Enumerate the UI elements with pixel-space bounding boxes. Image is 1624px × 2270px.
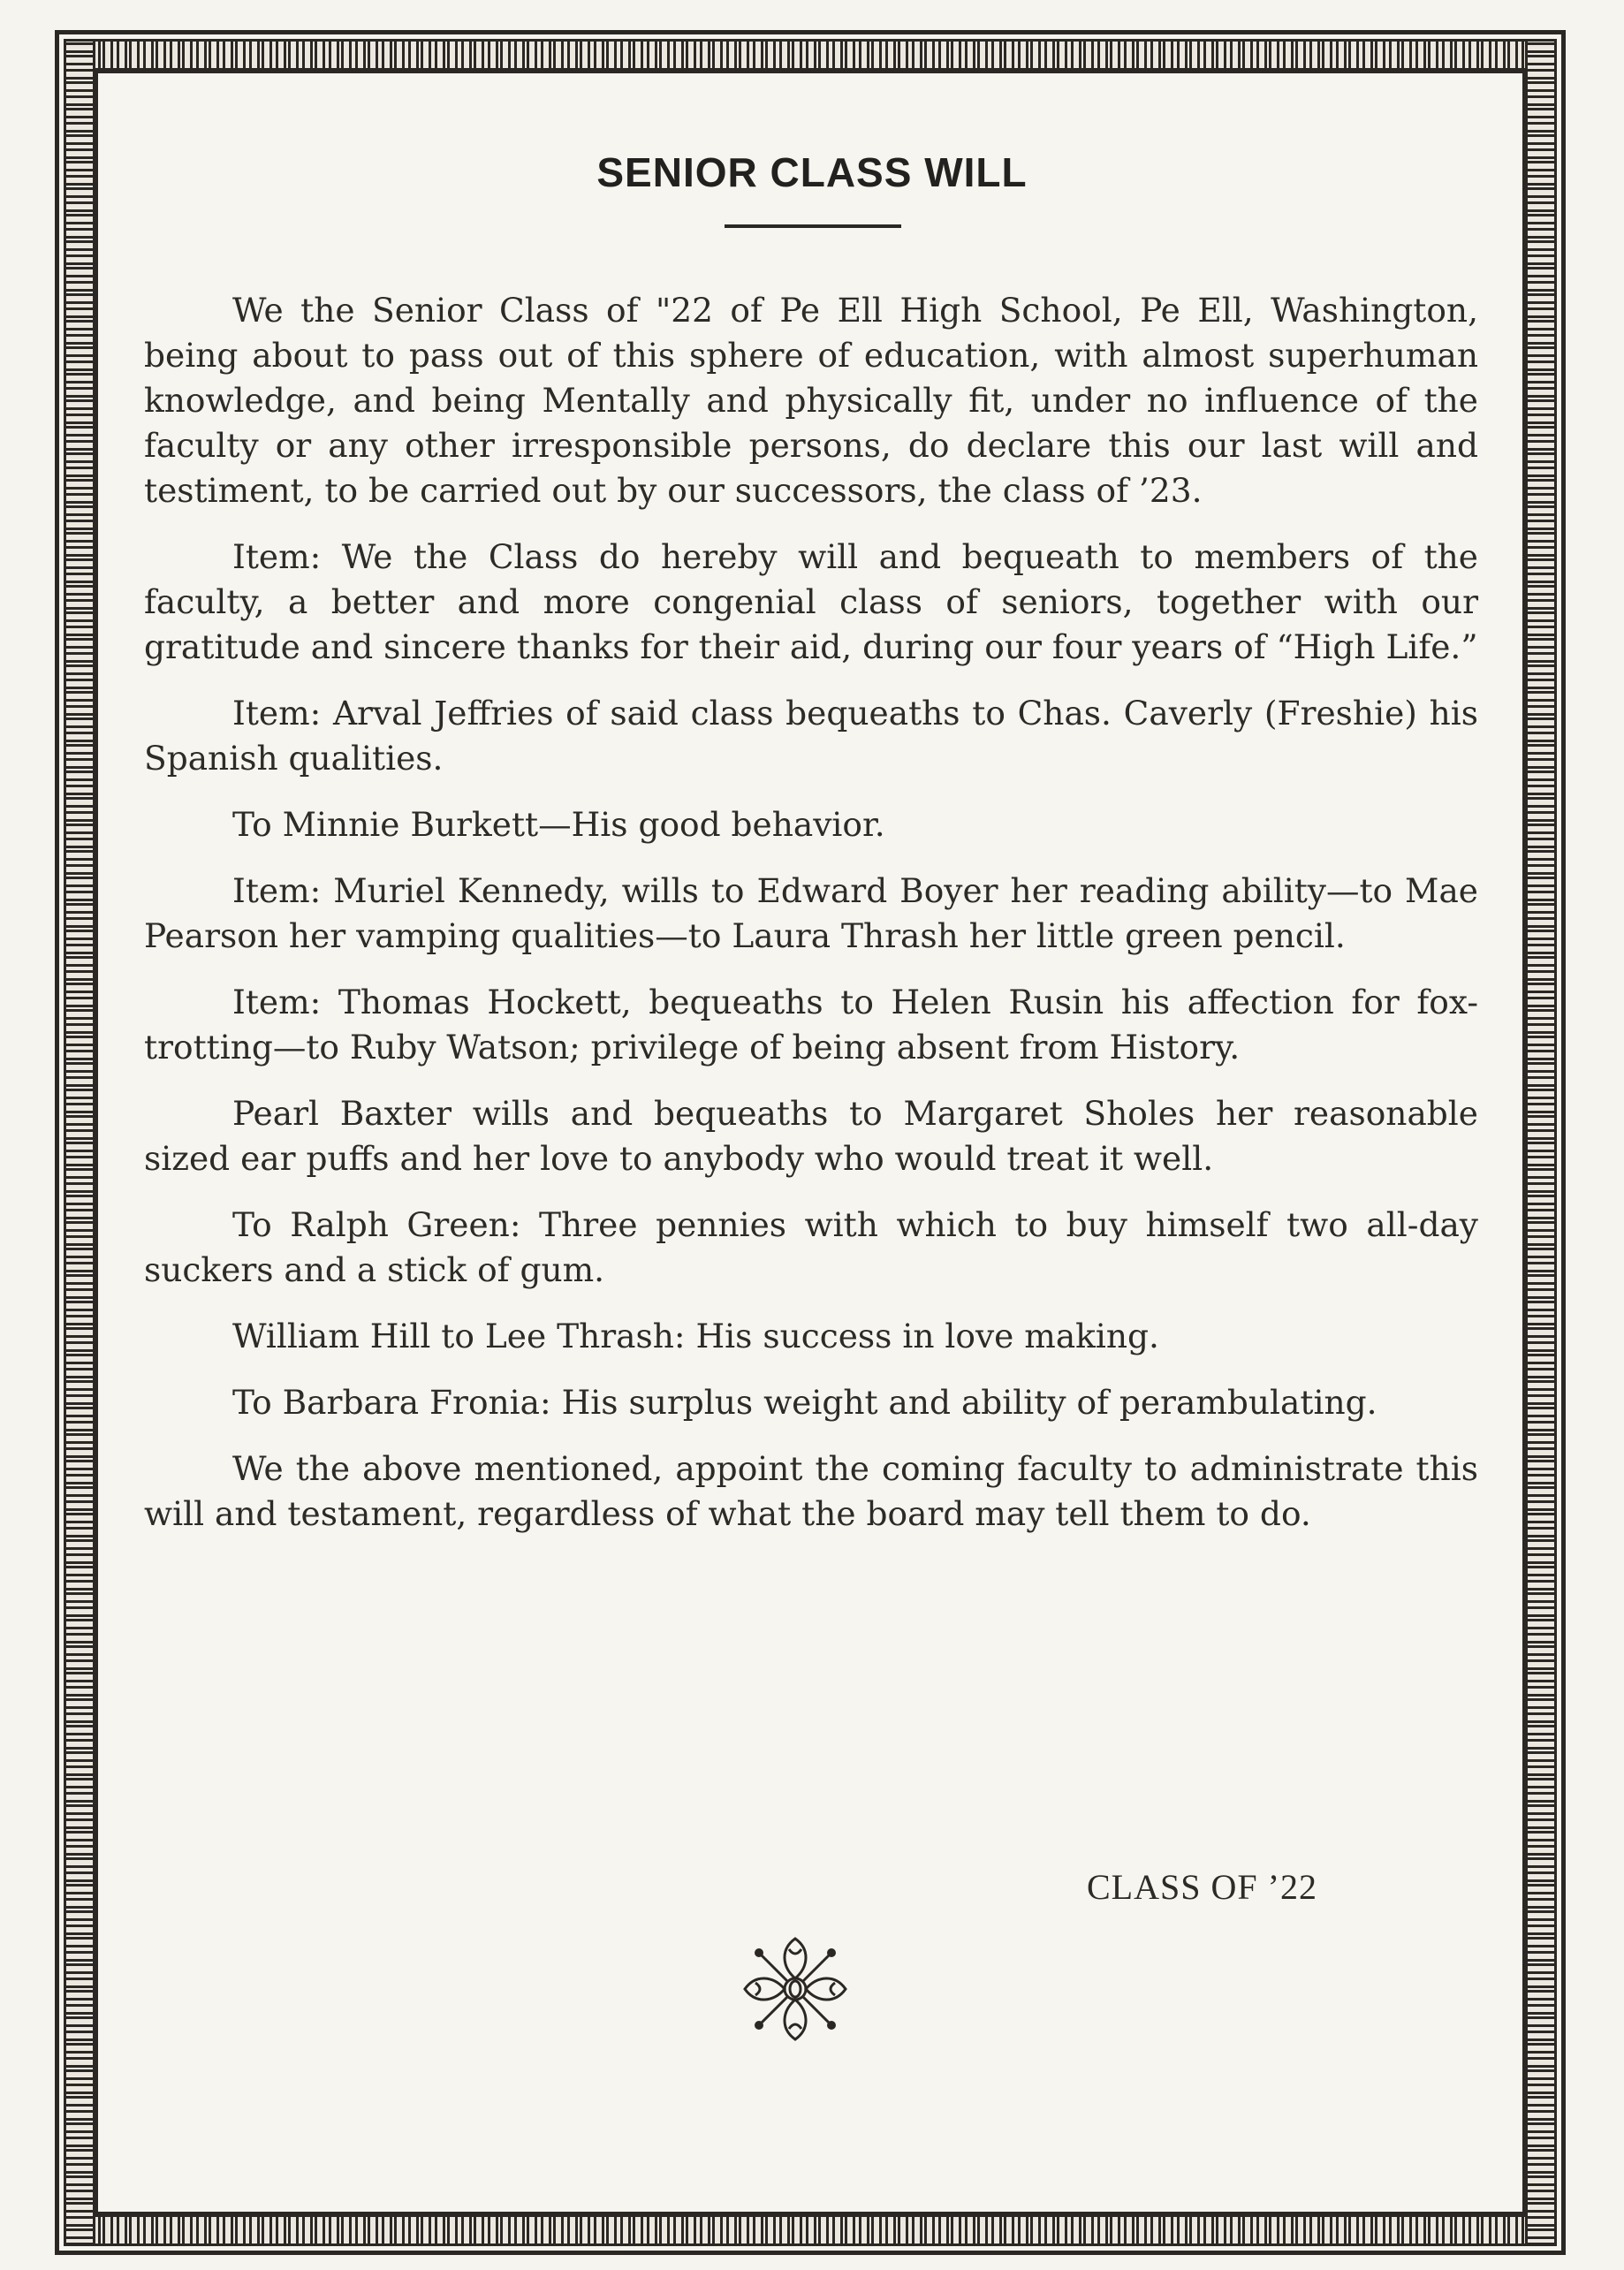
paragraph-closing: We the above mentioned, appoint the coming faculty to administrate this will and testament, regardless of what the board may tell them to do. <box>144 1449 1478 1533</box>
border-band-right <box>1525 39 1557 2246</box>
paragraph-item: To Barbara Fronia: His surplus weight and ability of perambulating. <box>232 1383 1377 1422</box>
page-title: SENIOR CLASS WILL <box>596 149 1028 195</box>
title-rule <box>725 224 901 228</box>
floral-ornament-icon <box>738 1932 853 2046</box>
border-band-bottom <box>64 2214 1557 2246</box>
paragraph-item: Item: Thomas Hockett, bequeaths to Helen Rusin his affection for fox-trotting—to Ruby Watson; privilege of being absent from History. <box>144 983 1478 1067</box>
paragraph-item: Item: Muriel Kennedy, wills to Edward Boyer her reading ability—to Mae Pearson her vamping qualities—to Laura Thrash her little green pencil. <box>144 871 1478 955</box>
border-band-left <box>64 39 95 2246</box>
paragraph-item: William Hill to Lee Thrash: His success in love making. <box>232 1317 1159 1355</box>
paragraph-item: Item: Arval Jeffries of said class bequeaths to Chas. Caverly (Freshie) his Spanish qualities. <box>144 694 1478 778</box>
border-band-top <box>64 39 1557 71</box>
paragraph-preamble: We the Senior Class of "22 of Pe Ell High School, Pe Ell, Washington, being about to pass out of this sphere of education, with almost superhuman knowledge, and being Mentally and physically fit, under no influence of the faculty or any other irresponsible persons, do declare this our last will and testiment, to be carried out by our successors, the class of ’23. <box>144 291 1478 510</box>
paragraph-item: Item: We the Class do hereby will and bequeath to members of the faculty, a better and more congenial class of seniors, together with our gratitude and sincere thanks for their aid, during our four years of “High Life.” <box>144 537 1478 666</box>
paragraph-item: To Minnie Burkett—His good behavior. <box>232 805 885 844</box>
will-body <box>144 288 1478 1556</box>
signature: CLASS OF ’22 <box>1087 1867 1317 1907</box>
paragraph-item: Pearl Baxter wills and bequeaths to Margaret Sholes her reasonable sized ear puffs and her love to anybody who would treat it well. <box>144 1094 1478 1178</box>
paragraph-item: To Ralph Green: Three pennies with which to buy himself two all-day suckers and a stick of gum. <box>144 1205 1478 1289</box>
